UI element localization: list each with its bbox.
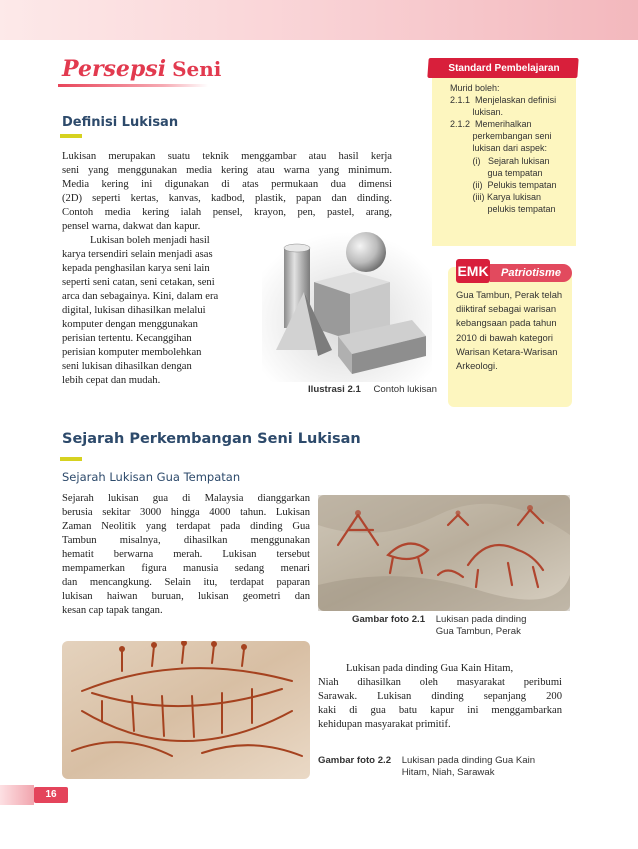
photo-2-2-caption <box>318 755 535 779</box>
text-line: Media kering ini digunakan di atas permukaan dua dimensi <box>62 179 392 190</box>
text-line: seperti seni catan, seni cetakan, seni <box>62 277 215 288</box>
learning-standard-list <box>450 82 574 215</box>
caption-text-block <box>402 755 535 779</box>
text-line: digital, lukisan dihasilkan melalui <box>62 305 206 316</box>
definisi-paragraph-2 <box>62 234 262 388</box>
geometric-solids-sketch <box>262 232 432 382</box>
text-line: komputer dengan menggunakan <box>62 319 198 330</box>
emk-line: diiktiraf sebagai warisan <box>456 303 557 315</box>
emk-badge: EMK <box>456 259 490 283</box>
text-line: seni lukisan dihasilkan dengan <box>62 361 192 372</box>
text-line: berusia sekitar 3000 hingga 4000 tahun. Lukisan <box>62 507 310 518</box>
standard-line: pelukis tempatan <box>450 203 556 214</box>
caption-text: Contoh lukisan <box>373 384 437 395</box>
text-line: perisian komputer membolehkan <box>62 347 202 358</box>
definisi-paragraph-1 <box>62 150 392 234</box>
heading-accent-bar <box>60 457 82 461</box>
standard-line: Murid boleh: <box>450 83 500 93</box>
standard-line: lukisan. <box>450 107 504 118</box>
caption-line: Lukisan pada dinding <box>435 614 527 625</box>
caption-text-block <box>436 614 527 638</box>
standard-line: perkembangan seni <box>450 131 552 142</box>
heading-accent-bar <box>60 134 82 138</box>
text-line: Sarawak. Lukisan dinding sepanjang 200 <box>318 691 562 702</box>
sejarah-paragraph-1 <box>62 492 310 618</box>
subheading-gua-tempatan: Sejarah Lukisan Gua Tempatan <box>62 470 241 484</box>
text-line: lukisan haiwan buruan, lukisan geometri dan <box>62 591 310 602</box>
emk-tag-patriotisme: Patriotisme <box>490 264 572 282</box>
standard-line: (i) Sejarah lukisan <box>450 155 550 166</box>
text-line: seni yang menggunakan media kering atau warna yang minimum. <box>62 165 392 176</box>
text-line: kaki di gua batu kapur ini menggambarkan <box>318 705 562 716</box>
text-line: karya tersendiri selain menjadi asas <box>62 249 213 260</box>
emk-text <box>456 288 570 373</box>
page-number-strip <box>0 785 34 805</box>
sejarah-paragraph-2 <box>318 662 562 732</box>
caption-line: Hitam, Niah, Sarawak <box>401 767 495 778</box>
illustration-2-1-caption <box>308 384 437 395</box>
caption-label: Gambar foto 2.2 <box>318 755 392 766</box>
emk-line: 2010 di bawah kategori <box>456 331 553 343</box>
text-line: Sejarah lukisan gua di Malaysia dianggarkan <box>62 493 310 504</box>
chapter-title <box>62 56 221 86</box>
emk-line: Warisan Ketara-Warisan <box>456 345 558 357</box>
learning-standard-heading: Standard Pembelajaran <box>448 63 560 74</box>
standard-line: (iii) Karya lukisan <box>450 191 542 202</box>
text-line: kesan cap tapak tangan. <box>62 605 163 616</box>
text-line: kehidupan masyarakat primitif. <box>318 719 451 730</box>
standard-line: 2.1.1 Menjelaskan definisi <box>450 95 557 106</box>
text-line: (2D) seperti kertas, kanvas, kadbod, plastik, papan dan dinding. <box>62 193 392 204</box>
section-heading-definisi: Definisi Lukisan <box>62 115 179 130</box>
standard-line: 2.1.2 Memerihalkan <box>450 119 532 130</box>
text-line: hematit berwarna merah. Lukisan tersebut <box>62 549 310 560</box>
chapter-title-part2: Seni <box>172 57 222 81</box>
text-line: Contoh media kering ialah pensel, krayon, pen, pastel, arang, <box>62 207 392 218</box>
standard-line: lukisan dari aspek: <box>450 143 548 154</box>
text-line: Tambun misalnya, dihasilkan menggunakan <box>62 535 310 546</box>
text-line: pensel warna, dakwat dan kapur. <box>62 221 201 232</box>
page-number: 16 <box>34 787 68 803</box>
caption-line: Gua Tambun, Perak <box>435 626 521 637</box>
text-line: lebih cepat dan mudah. <box>62 375 161 386</box>
photo-2-1-caption <box>352 614 526 638</box>
text-line: Lukisan boleh menjadi hasil <box>90 235 210 246</box>
chapter-title-part1: Persepsi <box>62 56 167 82</box>
emk-line: Gua Tambun, Perak telah <box>456 289 563 300</box>
standard-line: gua tempatan <box>450 167 543 178</box>
text-line: Lukisan pada dinding Gua Kain Hitam, <box>346 663 514 674</box>
text-line: arca dan sebagainya. Kini, dalam era <box>62 291 219 302</box>
text-line: kepada penghasilan karya seni lain <box>62 263 210 274</box>
top-decoration-bar <box>0 0 638 40</box>
text-line: Lukisan merupakan suatu teknik menggambar atau hasil kerja <box>62 151 392 162</box>
title-underline <box>58 84 208 87</box>
emk-line: kebangsaan pada tahun <box>456 317 557 329</box>
caption-label: Gambar foto 2.1 <box>352 614 426 625</box>
photo-gua-tambun <box>318 495 570 611</box>
text-line: Zaman Neolitik yang terdapat pada dinding Gua <box>62 521 310 532</box>
section-heading-sejarah: Sejarah Perkembangan Seni Lukisan <box>62 431 361 447</box>
caption-line: Lukisan pada dinding Gua Kain <box>401 755 536 766</box>
text-line: dan mencangkung. Selain itu, terdapat paparan <box>62 577 310 588</box>
text-line: mempamerkan figura manusia sedang menari <box>62 563 310 574</box>
photo-gua-kain-hitam <box>62 641 310 779</box>
text-line: Niah dihasilkan oleh masyarakat peribumi <box>318 677 562 688</box>
text-line: perisian tertentu. Kecanggihan <box>62 333 192 344</box>
standard-line: (ii) Pelukis tempatan <box>450 179 557 190</box>
caption-label: Ilustrasi 2.1 <box>308 384 361 395</box>
emk-line: Arkeologi. <box>456 360 498 372</box>
